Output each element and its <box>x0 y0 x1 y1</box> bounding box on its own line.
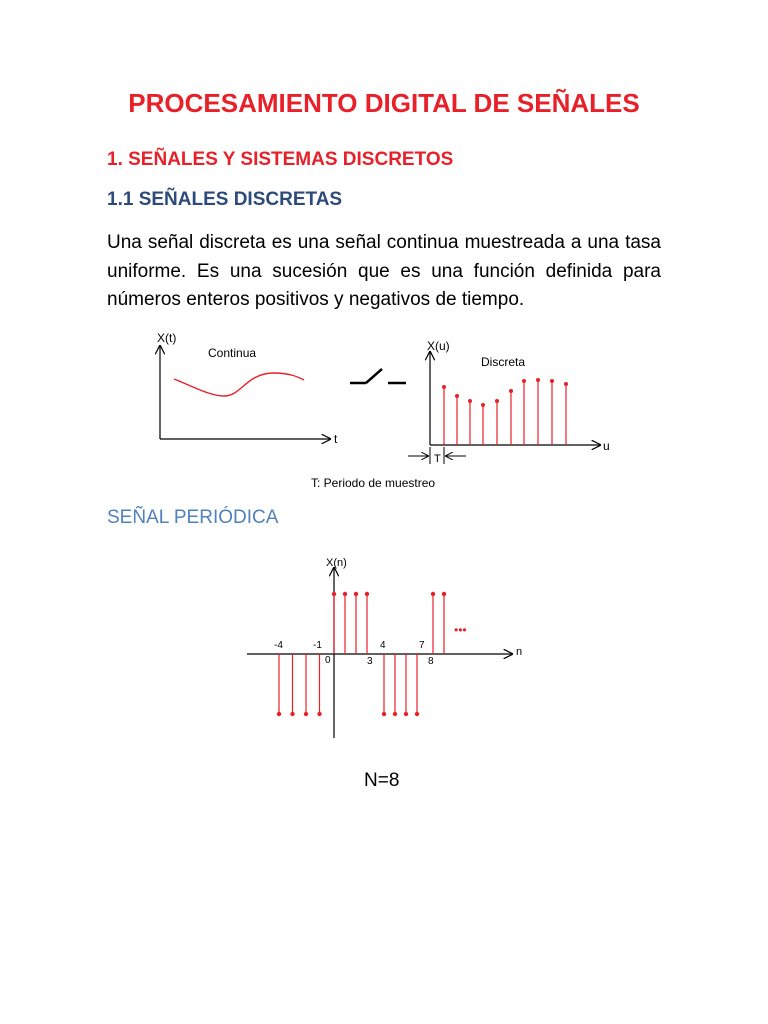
continuous-y-label: X(t) <box>157 331 177 345</box>
body-paragraph: Una señal discreta es una señal continua muestreada a una tasa uniforme. Es una sucesión que es una función definida para números enteros positivos y negativos de tiempo. <box>107 232 661 310</box>
periodic-sample-point <box>304 712 308 716</box>
discrete-sample-point <box>536 378 540 382</box>
continuous-label: Continua <box>208 346 257 360</box>
tick-label-8: 8 <box>428 656 434 667</box>
discrete-sample-point <box>550 379 554 383</box>
periodic-sample-point <box>393 712 397 716</box>
periodic-sample-point <box>343 592 347 596</box>
tick-label-3: 3 <box>367 656 373 667</box>
periodic-sample-point <box>382 712 386 716</box>
section-heading: 1. SEÑALES Y SISTEMAS DISCRETOS <box>107 149 454 170</box>
discrete-x-label: u <box>603 439 610 453</box>
periodic-y-label: X(n) <box>326 557 347 569</box>
discrete-sample-point <box>495 399 499 403</box>
periodic-sample-point <box>404 712 408 716</box>
tick-label-4: 4 <box>380 640 386 651</box>
periodic-sample-point <box>290 712 294 716</box>
periodic-sample-point <box>277 712 281 716</box>
continuous-signal-curve <box>174 373 304 396</box>
tick-label-7: 7 <box>419 640 425 651</box>
document-title: PROCESAMIENTO DIGITAL DE SEÑALES <box>128 88 640 118</box>
periodic-samples <box>277 592 446 716</box>
discrete-samples <box>442 378 568 445</box>
periodic-x-label: n <box>516 646 523 658</box>
sampler-switch-icon <box>350 369 406 383</box>
period-label: T <box>434 453 441 465</box>
tick-label-0: 0 <box>325 655 331 666</box>
figure1-caption: T: Periodo de muestreo <box>311 476 436 490</box>
periodic-sample-point <box>415 712 419 716</box>
periodic-sample-point <box>317 712 321 716</box>
discrete-sample-point <box>442 385 446 389</box>
sampling-figure <box>0 0 768 500</box>
tick-label-minus4: -4 <box>274 640 283 651</box>
discrete-sample-point <box>455 394 459 398</box>
periodic-sample-point <box>431 592 435 596</box>
tick-label-minus1: -1 <box>313 640 322 651</box>
periodic-heading: SEÑAL PERIÓDICA <box>107 507 279 528</box>
periodic-sample-point <box>332 592 336 596</box>
discrete-sample-point <box>509 389 513 393</box>
discrete-sample-point <box>468 399 472 403</box>
periodic-sample-point <box>354 592 358 596</box>
continuous-x-label: t <box>334 432 338 446</box>
discrete-sample-point <box>481 403 485 407</box>
discrete-label: Discreta <box>481 355 526 369</box>
discrete-sample-point <box>522 379 526 383</box>
discrete-sample-point <box>564 382 568 386</box>
periodic-sample-point <box>442 592 446 596</box>
periodic-caption: N=8 <box>364 770 400 791</box>
discrete-y-label: X(u) <box>427 339 450 353</box>
periodic-sample-point <box>365 592 369 596</box>
continuation-dots: ••• <box>454 623 467 637</box>
subsection-heading: 1.1 SEÑALES DISCRETAS <box>107 189 343 210</box>
